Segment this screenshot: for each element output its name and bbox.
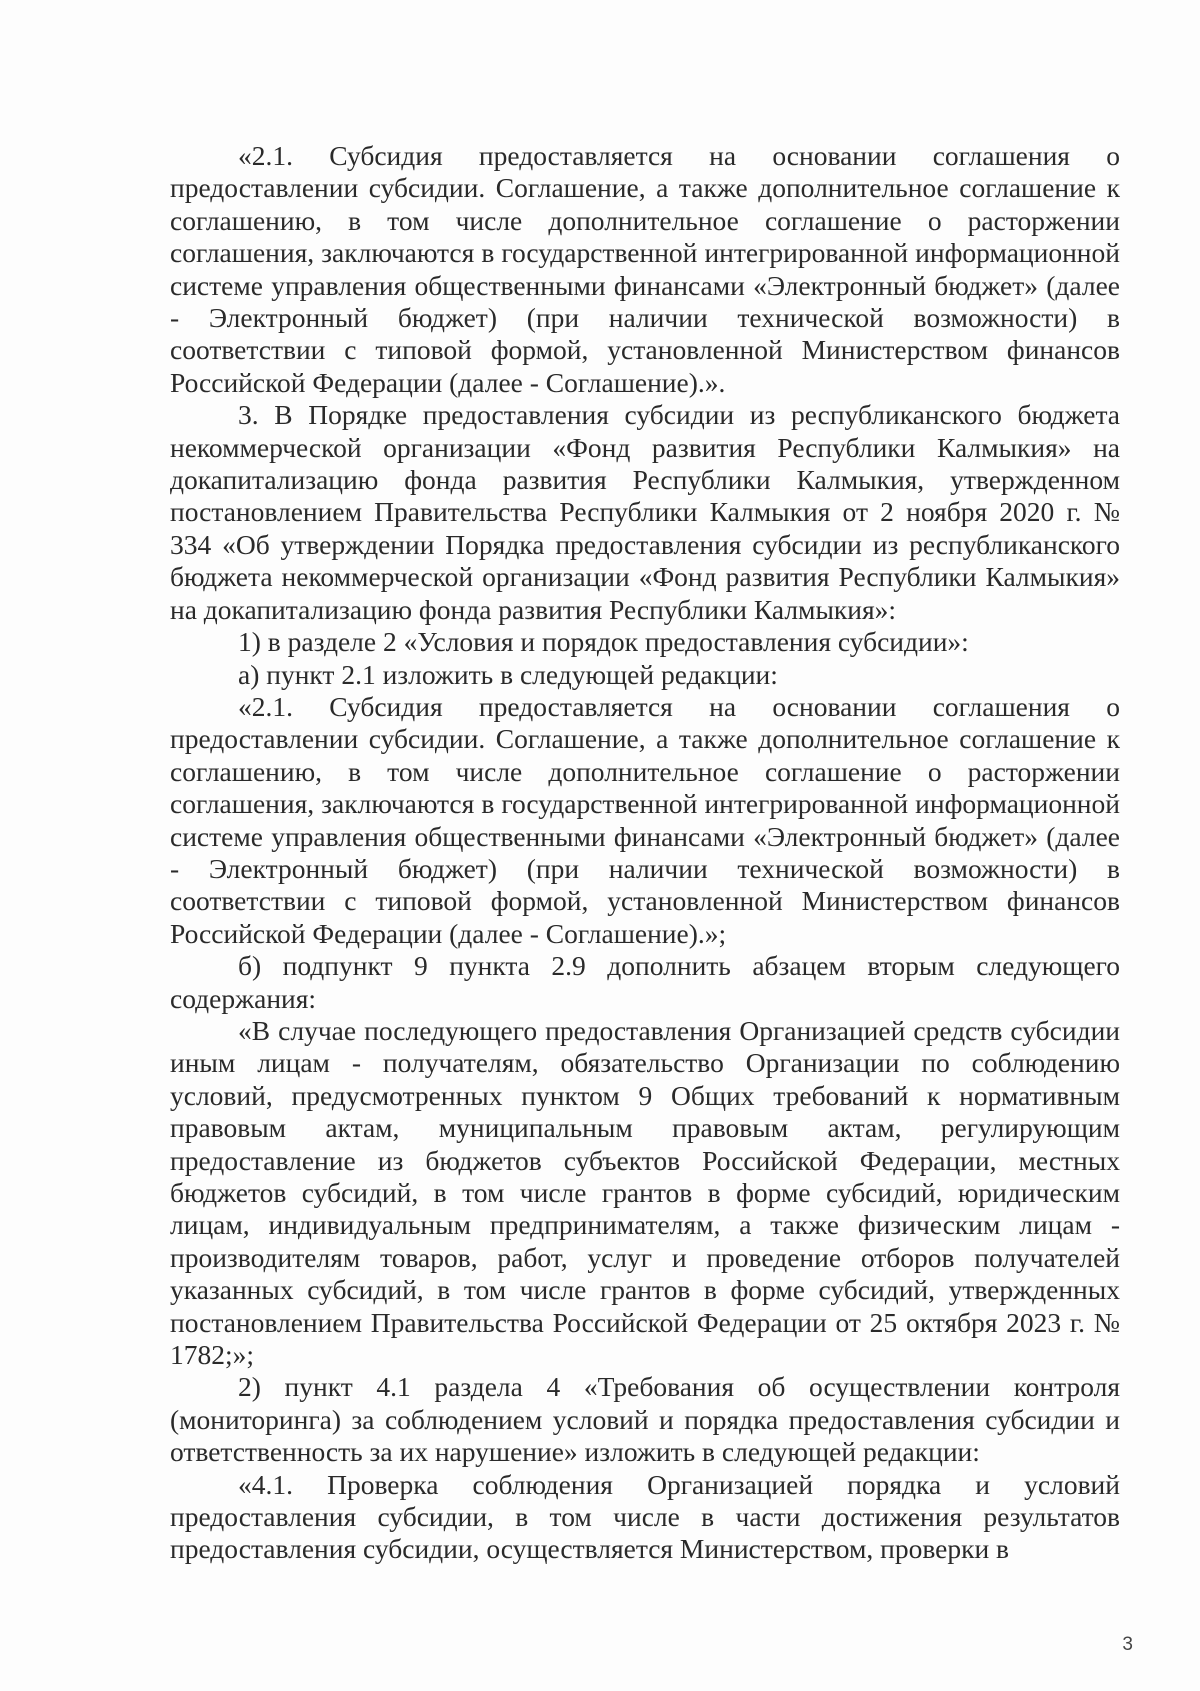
- paragraph-quoted-subsidy-recipients: «В случае последующего предоставления Организацией средств субсидии иным лицам - получателям, обязательство Организации по соблюдению условий, предусмотренных пунктом 9 Общих требований к нормативным правовым актам, муниципальным правовым актам, регулирующим предоставление из бюджетов субъектов Российской Федерации, местных бюджетов субсидий, в том числе грантов в форме субсидий, юридическим лицам, индивидуальным предпринимателям, а также физическим лицам - производителям товаров, работ, услуг и проведение отборов получателей указанных субсидий, в том числе грантов в форме субсидий, утвержденных постановлением Правительства Российской Федерации от 25 октября 2023 г. № 1782;»;: [170, 1014, 1120, 1371]
- paragraph-quoted-2-1-second: «2.1. Субсидия предоставляется на основании соглашения о предоставлении субсидии. Соглашение, а также дополнительное соглашение к соглашению, в том числе дополнительное соглашение о расторжении соглашения, заключаются в государственной интегрированной информационной системе управления общественными финансами «Электронный бюджет» (далее - Электронный бюджет) (при наличии технической возможности) в соответствии с типовой формой, установленной Министерством финансов Российской Федерации (далее - Соглашение).»;: [170, 690, 1120, 949]
- paragraph-subitem-a: а) пункт 2.1 изложить в следующей редакции:: [238, 658, 778, 690]
- paragraph-subitem-b: б) подпункт 9 пункта 2.9 дополнить абзацем вторым следующего содержания:: [170, 950, 1120, 1014]
- paragraph-quoted-2-1-first: «2.1. Субсидия предоставляется на основании соглашения о предоставлении субсидии. Соглашение, а также дополнительное соглашение к соглашению, в том числе дополнительное соглашение о расторжении соглашения, заключаются в государственной интегрированной информационной системе управления общественными финансами «Электронный бюджет» (далее - Электронный бюджет) (при наличии технической возможности) в соответствии с типовой формой, установленной Министерством финансов Российской Федерации (далее - Соглашение).».: [170, 140, 1120, 398]
- document-body: [170, 140, 1120, 1566]
- paragraph-item-3: 3. В Порядке предоставления субсидии из республиканского бюджета некоммерческой организации «Фонд развития Республики Калмыкия» на докапитализацию фонда развития Республики Калмыкия, утвержденном постановлением Правительства Республики Калмыкия от 2 ноября 2020 г. № 334 «Об утверждении Порядка предоставления субсидии из республиканского бюджета некоммерческой организации «Фонд развития Республики Калмыкия» на докапитализацию фонда развития Республики Калмыкия»:: [170, 399, 1120, 625]
- paragraph-quoted-4-1: «4.1. Проверка соблюдения Организацией порядка и условий предоставления субсидии, в том числе в части достижения результатов предоставления субсидии, осуществляется Министерством, проверки в: [170, 1468, 1120, 1565]
- page-number: 3: [1122, 1634, 1133, 1655]
- paragraph-subitem-1: 1) в разделе 2 «Условия и порядок предоставления субсидии»:: [238, 626, 969, 658]
- paragraph-subitem-2: 2) пункт 4.1 раздела 4 «Требования об осуществлении контроля (мониторинга) за соблюдением условий и порядка предоставления субсидии и ответственность за их нарушение» изложить в следующей редакции:: [170, 1371, 1120, 1468]
